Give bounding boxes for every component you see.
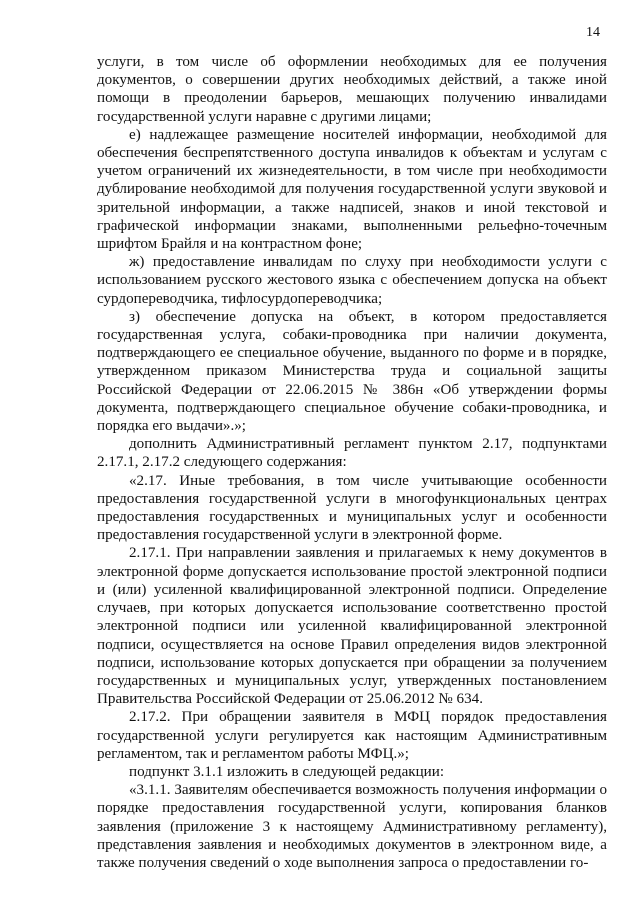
paragraph-2-17-2: 2.17.2. При обращении заявителя в МФЦ порядок предоставления государственной услуги регулируется как настоящим Административным регламентом, так и регламентом работы МФЦ.»; — [97, 709, 607, 762]
paragraph-continuation: услуги, в том числе об оформлении необходимых для ее получения документов, о совершении других необходимых действий, а также иной помощи в преодолении барьеров, мешающих получению инвалидами государственной услуги наравне с другими лицами; — [97, 54, 607, 125]
paragraph-item-z: з) обеспечение допуска на объект, в котором предоставляется государственная услуга, собаки-проводника при наличии документа, подтверждающего ее специальное обучение, выданного по форме и в порядке, утвержденном приказом Министерства труда и социальной защиты Российской Федерации от 22.06.2015 № 386н «Об утверждении формы документа, подтверждающего специальное обучение собаки-проводника, и порядка его выдачи».»; — [97, 308, 607, 435]
paragraph-amendment-3-1-1: подпункт 3.1.1 изложить в следующей редакции: — [129, 763, 445, 780]
paragraph-item-zh: ж) предоставление инвалидам по слуху при необходимости услуги с использованием русского жестового языка с обеспечением допуска на объект сурдопереводчика, тифлосурдопереводчика; — [97, 254, 607, 307]
paragraph-3-1-1: «3.1.1. Заявителям обеспечивается возможность получения информации о порядке предоставления государственной услуги, копирования бланков заявления (приложение 3 к настоящему Административному регламенту), представления заявления и необходимых документов в электронном виде, а также получения сведений о ходе выполнения запроса о предоставлении го- — [97, 782, 607, 871]
paragraph-amendment-2-17: дополнить Административный регламент пунктом 2.17, подпунктами 2.17.1, 2.17.2 следующего содержания: — [97, 436, 607, 471]
paragraph-item-e: е) надлежащее размещение носителей информации, необходимой для обеспечения беспрепятственного доступа инвалидов к объектам и услугам с учетом ограничений их жизнедеятельности, в том числе при необходимости дублирование необходимой для получения государственной услуги звуковой и зрительной информации, а также надписей, знаков и иной текстовой и графической информации знаками, выполненными рельефно-точечным шрифтом Брайля и на контрастном фоне; — [97, 126, 607, 253]
page-number: 14 — [586, 25, 600, 40]
document-body — [97, 53, 607, 872]
paragraph-2-17-1: 2.17.1. При направлении заявления и прилагаемых к нему документов в электронной форме допускается использование простой электронной подписи и (или) усиленной квалифицированной электронной подписи. Определение случаев, при которых допускается использование соответственно простой электронной подписи или усиленной квалифицированной электронной подписи, осуществляется на основе Правил определения видов электронной подписи, использование которых допускается при обращении за получением государственных и муниципальных услуг, утвержденных постановлением Правительства Российской Федерации от 25.06.2012 № 634. — [97, 545, 607, 708]
paragraph-2-17: «2.17. Иные требования, в том числе учитывающие особенности предоставления государственной услуги в многофункциональных центрах предоставления государственных и муниципальных услуг и особенности предоставления государственной услуги в электронной форме. — [97, 472, 607, 544]
